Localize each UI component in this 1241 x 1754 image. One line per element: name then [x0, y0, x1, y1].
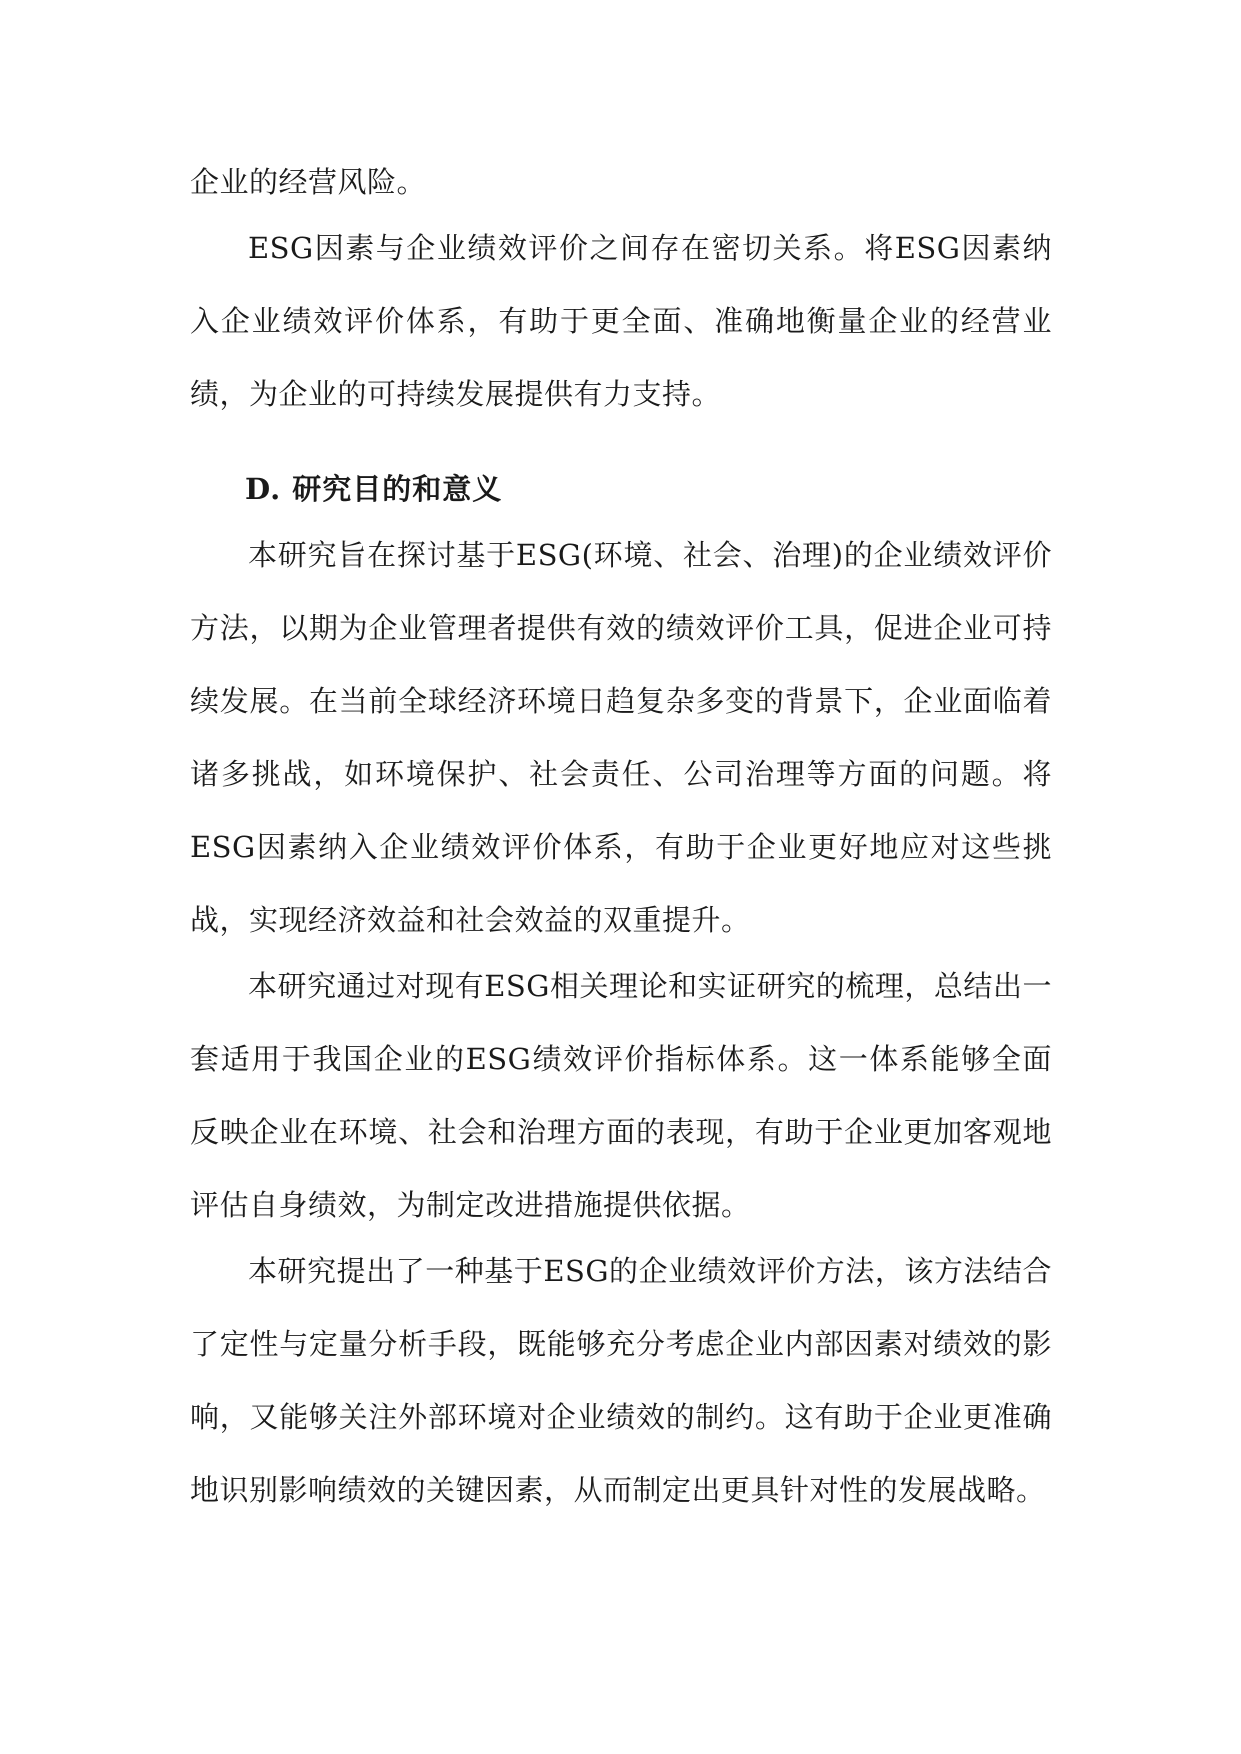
paragraph-research-purpose: 本研究旨在探讨基于ESG(环境、社会、治理)的企业绩效评价方法，以期为企业管理者提供有效的绩效评价工具，促进企业可持续发展。在当前全球经济环境日趋复杂多变的背景下，企业面临着诸多挑战，如环境保护、社会责任、公司治理等方面的问题。将ESG因素纳入企业绩效评价体系，有助于企业更好地应对这些挑战，实现经济效益和社会效益的双重提升。 — [190, 538, 1052, 937]
paragraph-evaluation-method: 本研究提出了一种基于ESG的企业绩效评价方法，该方法结合了定性与定量分析手段，既能够充分考虑企业内部因素对绩效的影响，又能够关注外部环境对企业绩效的制约。这有助于企业更准确地识别影响绩效的关键因素，从而制定出更具针对性的发展战略。 — [190, 1254, 1052, 1507]
paragraph-indicator-system: 本研究通过对现有ESG相关理论和实证研究的梳理，总结出一套适用于我国企业的ESG绩效评价指标体系。这一体系能够全面反映企业在环境、社会和治理方面的表现，有助于企业更加客观地评估自身绩效，为制定改进措施提供依据。 — [190, 969, 1052, 1222]
paragraph-continuation: 企业的经营风险。 — [190, 165, 427, 199]
section-heading: D. 研究目的和意义 — [245, 472, 503, 506]
paragraph-esg-relationship: ESG因素与企业绩效评价之间存在密切关系。将ESG因素纳入企业绩效评价体系，有助于更全面、准确地衡量企业的经营业绩，为企业的可持续发展提供有力支持。 — [190, 231, 1052, 411]
document-body — [190, 146, 1052, 1527]
